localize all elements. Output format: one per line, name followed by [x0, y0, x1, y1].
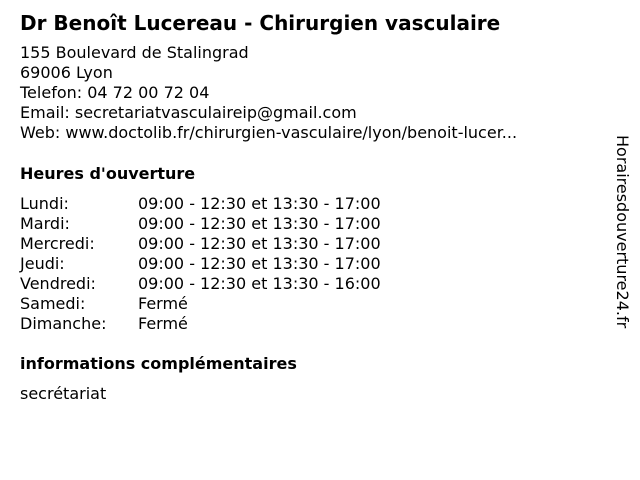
- phone-line: Telefon: 04 72 00 72 04: [20, 83, 210, 102]
- day-label: Mercredi:: [20, 234, 95, 253]
- day-label: Lundi:: [20, 194, 69, 213]
- time-value: 09:00 - 12:30 et 13:30 - 17:00: [138, 214, 381, 233]
- additional-info-heading: informations complémentaires: [20, 354, 297, 373]
- day-label: Vendredi:: [20, 274, 96, 293]
- time-value: 09:00 - 12:30 et 13:30 - 17:00: [138, 194, 381, 213]
- day-label: Dimanche:: [20, 314, 107, 333]
- time-value: Fermé: [138, 294, 188, 313]
- time-value: 09:00 - 12:30 et 13:30 - 17:00: [138, 234, 381, 253]
- day-label: Jeudi:: [20, 254, 65, 273]
- additional-info-text: secrétariat: [20, 384, 107, 403]
- day-label: Samedi:: [20, 294, 86, 313]
- city-line: 69006 Lyon: [20, 63, 113, 82]
- site-watermark: Horairesdouverture24.fr: [613, 135, 632, 329]
- page-title: Dr Benoît Lucereau - Chirurgien vasculaire: [20, 11, 501, 35]
- time-value: 09:00 - 12:30 et 13:30 - 17:00: [138, 254, 381, 273]
- time-value: Fermé: [138, 314, 188, 333]
- contact-block: [20, 43, 517, 143]
- web-line: Web: www.doctolib.fr/chirurgien-vasculaire/lyon/benoit-lucer...: [20, 123, 518, 142]
- day-label: Mardi:: [20, 214, 70, 233]
- opening-hours-heading: Heures d'ouverture: [20, 164, 196, 183]
- address-line: 155 Boulevard de Stalingrad: [20, 43, 249, 62]
- time-value: 09:00 - 12:30 et 13:30 - 16:00: [138, 274, 381, 293]
- email-line: Email: secretariatvasculaireip@gmail.com: [20, 103, 357, 122]
